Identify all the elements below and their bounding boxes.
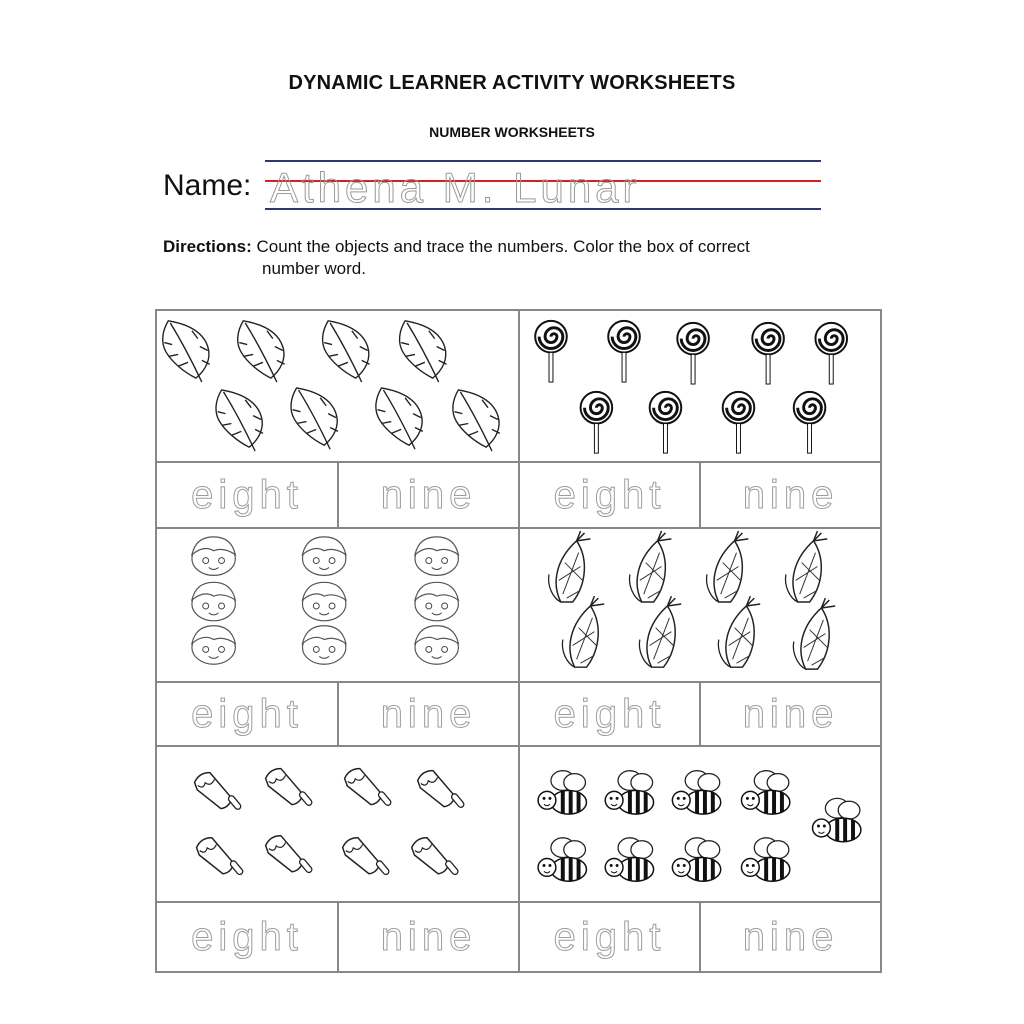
lollipop-icon bbox=[723, 392, 755, 453]
worksheet-subtitle: NUMBER WORKSHEETS bbox=[429, 124, 595, 140]
popsicle-icon bbox=[341, 832, 390, 879]
popsicle-icon bbox=[264, 831, 313, 878]
leaf-icon bbox=[163, 321, 210, 382]
bee-icon bbox=[538, 771, 586, 814]
word-box-eight[interactable]: eight bbox=[156, 902, 338, 972]
corn-icon bbox=[562, 596, 604, 667]
bee-icon bbox=[672, 771, 720, 814]
worksheet-title: DYNAMIC LEARNER ACTIVITY WORKSHEETS bbox=[288, 72, 736, 94]
picture-box-popsicles bbox=[156, 746, 519, 902]
lollipop-icon bbox=[650, 392, 682, 453]
corn-icon bbox=[785, 531, 827, 602]
leaf-icon bbox=[216, 390, 263, 451]
word-box-nine[interactable]: nine bbox=[338, 682, 519, 746]
leaf-group bbox=[157, 311, 518, 461]
popsicle-group bbox=[157, 747, 518, 901]
kid-face-icon bbox=[415, 582, 458, 620]
directions-text-continued: number word. bbox=[262, 259, 366, 278]
bee-icon bbox=[741, 771, 789, 814]
lollipop-icon bbox=[608, 321, 640, 382]
corn-group bbox=[520, 529, 880, 681]
bee-group bbox=[520, 747, 880, 901]
popsicle-icon bbox=[193, 767, 242, 814]
lollipop-icon bbox=[535, 321, 567, 382]
kid-face-icon bbox=[415, 537, 458, 575]
bee-icon bbox=[605, 838, 653, 881]
corn-icon bbox=[707, 531, 749, 602]
word-box-nine[interactable]: nine bbox=[700, 462, 881, 528]
popsicle-icon bbox=[410, 832, 459, 879]
exercise-grid bbox=[155, 309, 882, 973]
leaf-icon bbox=[323, 321, 370, 382]
corn-icon bbox=[630, 531, 672, 602]
directions bbox=[163, 236, 863, 280]
lollipop-icon bbox=[677, 323, 709, 384]
word-box-nine[interactable]: nine bbox=[338, 462, 519, 528]
lollipop-group bbox=[520, 311, 880, 461]
picture-box-leaves bbox=[156, 310, 519, 462]
picture-box-lollipops bbox=[519, 310, 881, 462]
popsicle-icon bbox=[195, 832, 244, 879]
picture-box-bees bbox=[519, 746, 881, 902]
word-box-nine[interactable]: nine bbox=[700, 682, 881, 746]
kid-face-icon bbox=[192, 582, 235, 620]
bee-icon bbox=[538, 838, 586, 881]
word-box-eight[interactable]: eight bbox=[156, 682, 338, 746]
word-box-nine[interactable]: nine bbox=[700, 902, 881, 972]
leaf-icon bbox=[238, 321, 285, 382]
bee-icon bbox=[813, 798, 861, 841]
picture-box-corn bbox=[519, 528, 881, 682]
leaf-icon bbox=[376, 388, 423, 449]
bee-icon bbox=[605, 771, 653, 814]
leaf-icon bbox=[291, 388, 338, 449]
lollipop-icon bbox=[581, 392, 613, 453]
word-box-eight[interactable]: eight bbox=[156, 462, 338, 528]
kid-face-icon bbox=[302, 537, 345, 575]
kid-face-group bbox=[157, 529, 518, 681]
kid-face-icon bbox=[302, 582, 345, 620]
leaf-icon bbox=[453, 390, 500, 451]
corn-icon bbox=[639, 596, 681, 667]
popsicle-icon bbox=[264, 763, 313, 810]
word-box-eight[interactable]: eight bbox=[519, 902, 700, 972]
picture-box-kids bbox=[156, 528, 519, 682]
bee-icon bbox=[741, 838, 789, 881]
kid-face-icon bbox=[192, 626, 235, 664]
name-field[interactable]: Athena M. Lunar bbox=[270, 164, 641, 211]
corn-icon bbox=[793, 598, 835, 669]
lollipop-icon bbox=[794, 392, 826, 453]
kid-face-icon bbox=[192, 537, 235, 575]
word-box-eight[interactable]: eight bbox=[519, 682, 700, 746]
lollipop-icon bbox=[752, 323, 784, 384]
bee-icon bbox=[672, 838, 720, 881]
kid-face-icon bbox=[302, 626, 345, 664]
leaf-icon bbox=[400, 321, 447, 382]
kid-face-icon bbox=[415, 626, 458, 664]
directions-text: Count the objects and trace the numbers. Color the box of correct bbox=[256, 237, 750, 256]
popsicle-icon bbox=[416, 765, 465, 812]
corn-icon bbox=[718, 596, 760, 667]
directions-label: Directions: bbox=[163, 237, 252, 256]
lollipop-icon bbox=[815, 323, 847, 384]
name-label: Name: bbox=[163, 169, 252, 202]
popsicle-icon bbox=[343, 763, 392, 810]
word-box-eight[interactable]: eight bbox=[519, 462, 700, 528]
corn-icon bbox=[549, 531, 591, 602]
word-box-nine[interactable]: nine bbox=[338, 902, 519, 972]
